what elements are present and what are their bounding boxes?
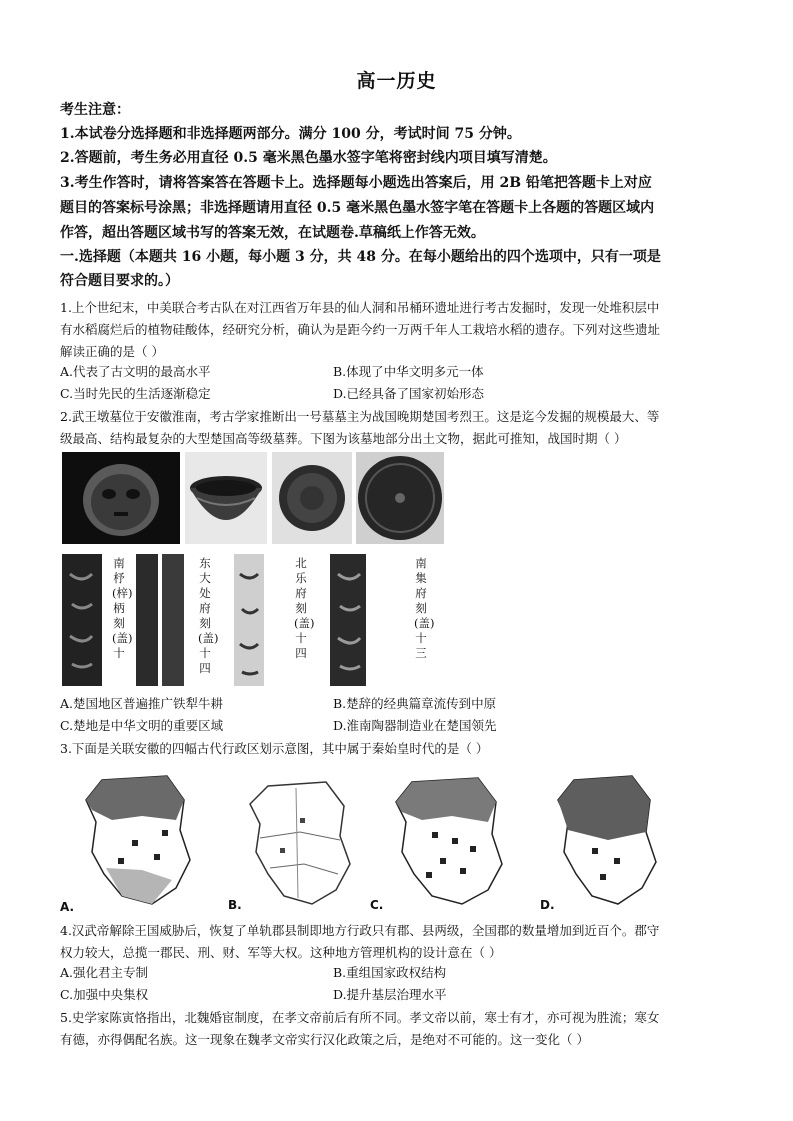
notice-item-3: 3.考生作答时，请将答案答在答题卡上。选择题每小题选出答案后，用 2B 铅笔把答题卡上对应 [60,175,652,191]
map-label-d: D. [540,898,555,912]
q1-line-2: 有水稻腐烂后的植物硅酸体，经研究分析，确认为是距今约一万两千年人工栽培水稻的遗存。下列对这些遗址 [60,322,661,337]
q2-option-c[interactable]: C.楚地是中华文明的重要区域 [60,718,224,733]
q1-option-a[interactable]: A.代表了古文明的最高水平 [60,364,211,379]
notice-item-1: 1.本试卷分选择题和非选择题两部分。满分 100 分，考试时间 75 分钟。 [60,126,521,142]
map-label-a: A. [60,900,75,914]
section-heading: 一.选择题（本题共 16 小题，每小题 3 分，共 48 分。在每小题给出的四个选项中，只有一项是 [60,249,661,265]
q1-option-b[interactable]: B.体现了中华文明多元一体 [333,364,484,379]
slip-photo-1 [62,554,102,686]
q3-line: 3.下面是关联安徽的四幅古代行政区划示意图，其中属于秦始皇时代的是（ ） [60,741,489,756]
q4-option-c[interactable]: C.加强中央集权 [60,987,149,1002]
map-b[interactable] [240,778,360,908]
q4-line-2: 权力较大，总揽一郡民、刑、财、军等大权。这种地方管理机构的设计意在（ ） [60,945,502,960]
mirror-artifact-photo [356,452,444,544]
section-heading-cont: 符合题目要求的。） [60,273,179,289]
q1-option-c[interactable]: C.当时先民的生活逐渐稳定 [60,386,211,401]
map-label-b: B. [228,898,242,912]
slip-photo-5 [330,554,366,686]
notice-item-3-cont: 题目的答案标号涂黑；非选择题请用直径 0.5 毫米黑色墨水签字笔在答题卡上各题的答题区域内 [60,200,655,216]
map-label-c: C. [370,898,384,912]
q1-line-1: 1.上个世纪末，中美联合考古队在对江西省万年县的仙人洞和吊桶环遗址进行考古发掘时，发现一处堆积层中 [60,300,660,315]
slip-photo-3 [162,554,184,686]
slip-photo-2 [136,554,158,686]
q5-line-2: 有德，亦得偶配名族。这一现象在魏孝文帝实行汉化政策之后，是绝对不可能的。这一变化（ ） [60,1032,589,1047]
slip-photo-4 [234,554,264,686]
notice-item-2: 2.答题前，考生务必用直径 0.5 毫米黑色墨水签字笔将密封线内项目填写清楚。 [60,150,557,166]
notice-heading: 考生注意： [60,102,130,118]
q2-option-a[interactable]: A.楚国地区普遍推广铁犁牛耕 [60,696,224,711]
q4-option-b[interactable]: B.重组国家政权结构 [333,965,447,980]
map-c[interactable] [382,772,512,910]
mask-artifact-photo [62,452,180,544]
artifact-photos [62,452,444,688]
q1-line-3: 解读正确的是（ ） [60,344,164,359]
slip-inscription-1: 南杼(梓)柄刻(盖)十 [112,556,133,660]
map-d[interactable] [548,770,668,910]
q2-option-d[interactable]: D.淮南陶器制造业在楚国领先 [333,718,497,733]
q2-line-1: 2.武王墩墓位于安徽淮南，考古学家推断出一号墓墓主为战国晚期楚国考烈王。这是迄今发掘的规模最大、等 [60,409,660,424]
page-title: 高一历史 [356,70,437,92]
q4-line-1: 4.汉武帝解除王国威胁后，恢复了单轨郡县制即地方行政只有郡、县两级，全国郡的数量增加到近百个。郡守 [60,923,660,938]
notice-item-3-cont2: 作答，超出答题区域书写的答案无效，在试题卷.草稿纸上作答无效。 [60,225,485,241]
q2-option-b[interactable]: B.楚辞的经典篇章流传到中原 [333,696,497,711]
q4-option-a[interactable]: A.强化君主专制 [60,965,149,980]
q4-option-d[interactable]: D.提升基层治理水平 [333,987,447,1002]
q2-line-2: 级最高、结构最复杂的大型楚国高等级墓葬。下图为该墓地部分出土文物，据此可推知，战国时期（ ） [60,431,627,446]
bowl-artifact-photo [185,452,267,544]
q1-option-d[interactable]: D.已经具备了国家初始形态 [333,386,485,401]
round-lid-photo [272,452,352,544]
slip-inscription-3: 北乐府刻(盖)十四 [294,556,315,660]
slip-inscription-4: 南集府刻(盖)十三 [414,556,435,660]
slip-inscription-2: 东大处府刻(盖)十四 [198,556,219,675]
map-a[interactable] [72,770,202,910]
q5-line-1: 5.史学家陈寅恪指出，北魏婚宦制度，在孝文帝前后有所不同。孝文帝以前，寒士有才，亦可视为胜流；寒女 [60,1010,660,1025]
